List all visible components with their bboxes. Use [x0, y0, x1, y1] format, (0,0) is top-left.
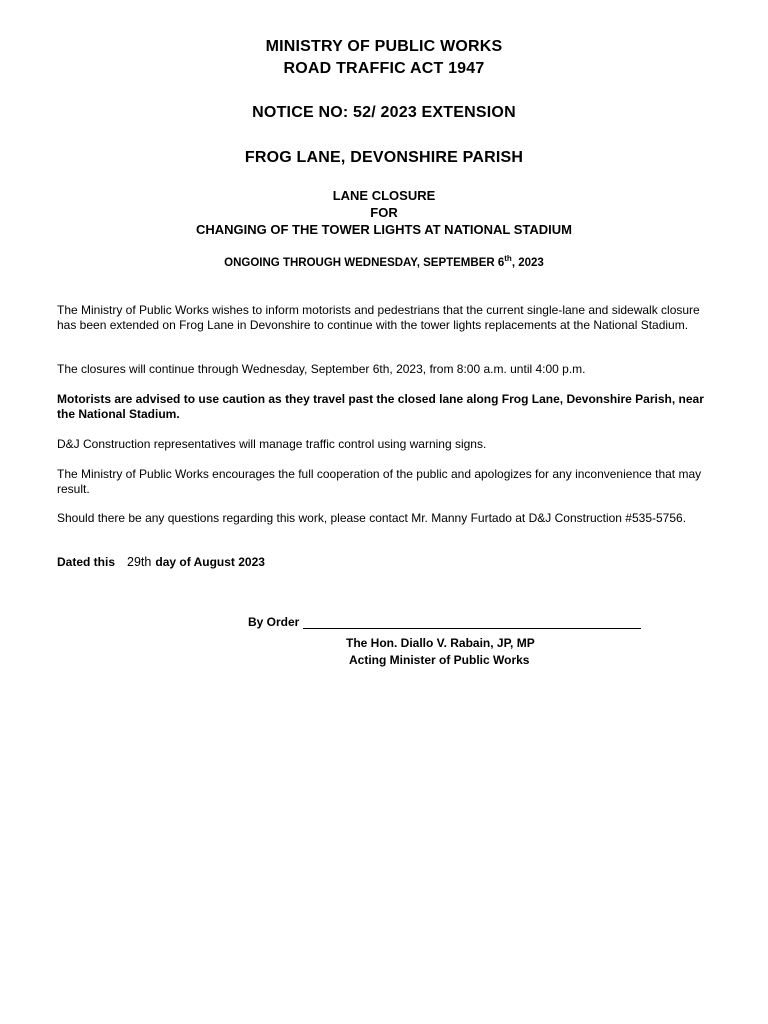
dated-day: 29th — [127, 555, 152, 569]
subject-line-3: CHANGING OF THE TOWER LIGHTS AT NATIONAL STADIUM — [195, 222, 573, 237]
signature-line — [303, 616, 641, 629]
signatory-name: The Hon. Diallo V. Rabain, JP, MP — [346, 636, 535, 650]
paragraph-1: The Ministry of Public Works wishes to inform motorists and pedestrians that the current single-lane and sidewalk closure has been extended on Frog Lane in Devonshire to continue with the tower lights replacements at the National Stadium. — [57, 303, 700, 332]
subject-line-2: FOR — [370, 205, 398, 220]
paragraph-6: Should there be any questions regarding this work, please contact Mr. Manny Furtado at D&J Construction #535-5756. — [57, 511, 687, 525]
signatory-title: Acting Minister of Public Works — [349, 653, 530, 667]
ministry-heading: MINISTRY OF PUBLIC WORKS — [265, 38, 503, 55]
by-order-label: By Order — [248, 615, 300, 629]
act-heading: ROAD TRAFFIC ACT 1947 — [283, 60, 485, 77]
ongoing-sup: th — [504, 254, 512, 263]
paragraph-5: The Ministry of Public Works encourages the full cooperation of the public and apologizes for any inconvenience that may result. — [57, 467, 702, 496]
notice-number: NOTICE NO: 52/ 2023 EXTENSION — [252, 104, 516, 121]
ongoing-suffix: , 2023 — [511, 257, 544, 269]
paragraph-3: Motorists are advised to use caution as they travel past the closed lane along Frog Lane, Devonshire Parish, near the National Stadium. — [57, 392, 704, 421]
subject-line-1: LANE CLOSURE — [332, 188, 436, 203]
dated-suffix: day of August 2023 — [155, 555, 265, 569]
dated-prefix: Dated this — [57, 555, 116, 569]
dated-line — [57, 555, 717, 570]
paragraph-4: D&J Construction representatives will manage traffic control using warning signs. — [57, 437, 487, 451]
by-order-line — [248, 615, 641, 629]
ongoing-date — [0, 254, 768, 269]
paragraph-2: The closures will continue through Wednesday, September 6th, 2023, from 8:00 a.m. until 4:00 p.m. — [57, 362, 586, 376]
location-heading: FROG LANE, DEVONSHIRE PARISH — [244, 149, 524, 166]
ongoing-prefix: ONGOING THROUGH WEDNESDAY, SEPTEMBER 6 — [224, 257, 505, 269]
